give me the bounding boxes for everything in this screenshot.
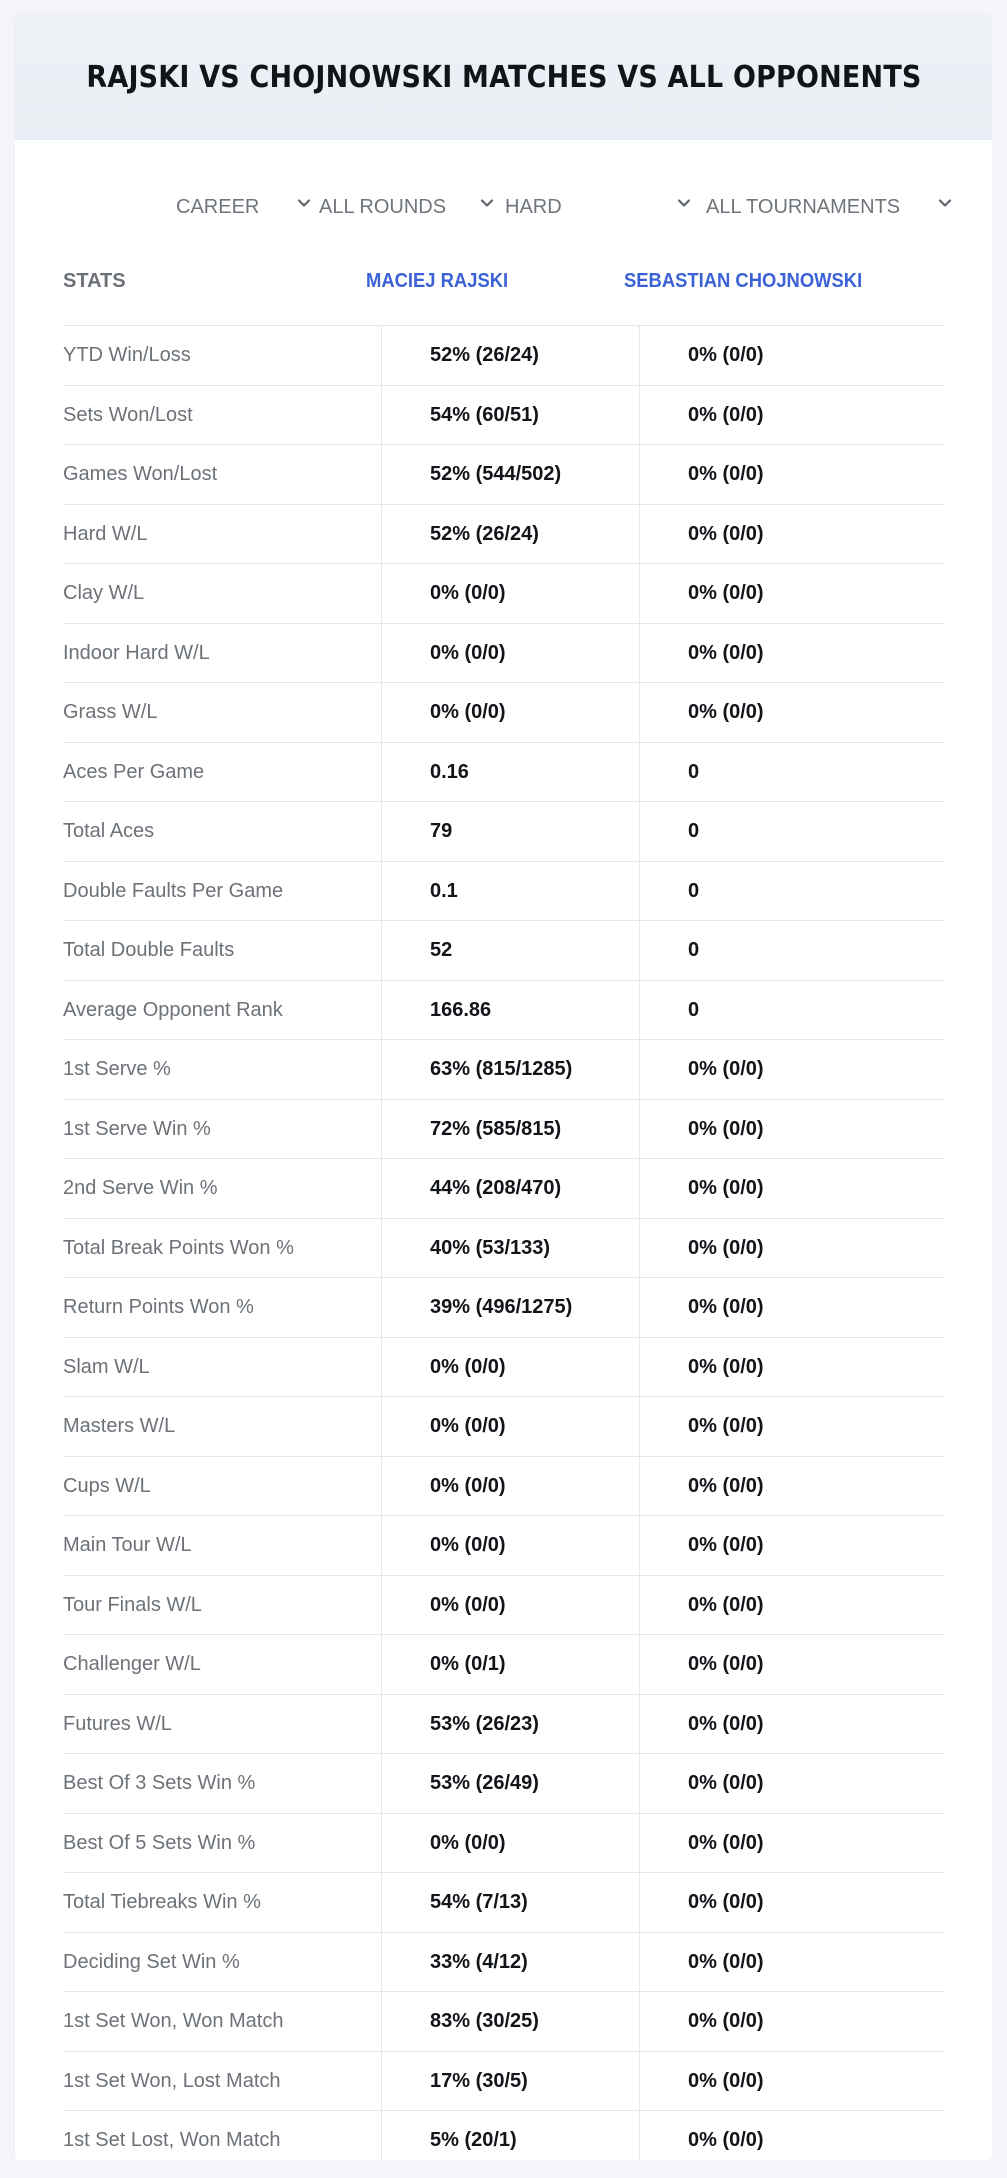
player1-value: 166.86 — [430, 998, 492, 1021]
player2-column-header[interactable]: SEBASTIAN CHOJNOWSKI — [624, 270, 863, 292]
page-header — [15, 15, 992, 140]
tournaments-select-value: ALL TOURNAMENTS — [706, 195, 901, 218]
player1-value: 0% (0/0) — [430, 701, 506, 723]
rounds-select[interactable] — [319, 185, 501, 229]
table-row — [63, 1338, 944, 1398]
stat-label: Grass W/L — [63, 701, 158, 723]
table-row — [63, 1576, 944, 1636]
player1-value: 0% (0/0) — [430, 1831, 506, 1854]
player2-value: 0% (0/0) — [688, 2129, 764, 2151]
table-row — [63, 2052, 944, 2112]
period-select-value: CAREER — [176, 195, 260, 218]
player2-value: 0% (0/0) — [688, 1415, 764, 1437]
stat-label: Deciding Set Win % — [63, 1950, 240, 1973]
table-row — [63, 386, 944, 446]
player2-value: 0% (0/0) — [688, 1058, 764, 1080]
player1-value: 39% (496/1275) — [430, 1296, 573, 1318]
table-row — [63, 683, 944, 743]
player1-value: 0.16 — [430, 760, 469, 783]
surface-select-value: HARD — [505, 195, 562, 218]
stat-label: 1st Serve % — [63, 1058, 171, 1080]
stat-label: 1st Set Lost, Won Match — [63, 2129, 281, 2151]
stat-label: Masters W/L — [63, 1415, 176, 1437]
stat-label: YTD Win/Loss — [63, 344, 191, 366]
stat-label: Total Break Points Won % — [63, 1236, 294, 1259]
player1-value: 0% (0/1) — [430, 1653, 506, 1675]
player1-value: 52% (26/24) — [430, 344, 539, 366]
chevron-down-icon — [479, 195, 495, 211]
player2-value: 0% (0/0) — [688, 1474, 764, 1497]
table-row — [63, 743, 944, 803]
stat-label: Best Of 5 Sets Win % — [63, 1831, 256, 1854]
surface-select[interactable] — [505, 185, 705, 229]
player1-value: 44% (208/470) — [430, 1177, 562, 1199]
stat-label: Hard W/L — [63, 522, 148, 545]
player2-value: 0% (0/0) — [688, 1831, 764, 1854]
player2-value: 0 — [688, 939, 700, 961]
stat-label: Tour Finals W/L — [63, 1593, 202, 1616]
stat-label: Aces Per Game — [63, 760, 205, 783]
player2-value: 0% (0/0) — [688, 522, 764, 545]
table-row — [63, 1814, 944, 1874]
player1-value: 33% (4/12) — [430, 1950, 528, 1973]
player2-value: 0% (0/0) — [688, 1534, 764, 1556]
table-row — [63, 1992, 944, 2052]
table-row — [63, 862, 944, 922]
player2-value: 0% (0/0) — [688, 1653, 764, 1675]
player2-value: 0% (0/0) — [688, 1891, 764, 1913]
table-row — [63, 1516, 944, 1576]
table-row — [63, 1457, 944, 1517]
page-title: RAJSKI VS CHOJNOWSKI MATCHES VS ALL OPPONENTS — [85, 60, 922, 95]
player2-value: 0% (0/0) — [688, 463, 764, 485]
player1-value: 54% (60/51) — [430, 403, 539, 426]
stat-label: 1st Set Won, Won Match — [63, 2010, 284, 2032]
table-row — [63, 1100, 944, 1160]
stat-label: Average Opponent Rank — [63, 998, 283, 1021]
stat-label: Slam W/L — [63, 1355, 150, 1378]
chevron-down-icon — [676, 195, 692, 211]
stat-label: 1st Set Won, Lost Match — [63, 2069, 281, 2092]
table-row — [63, 326, 944, 386]
player2-value: 0 — [688, 820, 700, 842]
table-row — [63, 1754, 944, 1814]
stats-table — [63, 240, 944, 2160]
table-header — [63, 240, 944, 326]
player1-value: 79 — [430, 820, 453, 842]
table-row — [63, 1635, 944, 1695]
table-row — [63, 564, 944, 624]
player1-value: 0% (0/0) — [430, 1415, 506, 1437]
player1-value: 0% (0/0) — [430, 1355, 506, 1378]
player1-value: 72% (585/815) — [430, 1117, 562, 1140]
table-row — [63, 1278, 944, 1338]
table-row — [63, 1159, 944, 1219]
table-row — [63, 2111, 944, 2160]
period-select[interactable] — [176, 185, 312, 229]
player2-value: 0% (0/0) — [688, 1593, 764, 1616]
stat-label: Challenger W/L — [63, 1653, 201, 1675]
stat-label: 1st Serve Win % — [63, 1117, 211, 1140]
chevron-down-icon — [937, 195, 953, 211]
stat-label: Futures W/L — [63, 1712, 172, 1735]
player1-value: 0% (0/0) — [430, 1474, 506, 1497]
player2-value: 0% (0/0) — [688, 701, 764, 723]
player1-value: 0% (0/0) — [430, 1534, 506, 1556]
player2-value: 0% (0/0) — [688, 1296, 764, 1318]
stat-label: Sets Won/Lost — [63, 403, 193, 426]
player1-value: 40% (53/133) — [430, 1236, 551, 1259]
stat-label: Main Tour W/L — [63, 1534, 192, 1556]
player2-value: 0% (0/0) — [688, 403, 764, 426]
player2-value: 0% (0/0) — [688, 1712, 764, 1735]
player2-value: 0% (0/0) — [688, 1236, 764, 1259]
table-row — [63, 981, 944, 1041]
table-row — [63, 1219, 944, 1279]
player1-value: 52 — [430, 939, 453, 961]
rounds-select-value: ALL ROUNDS — [319, 195, 447, 218]
player2-value: 0% (0/0) — [688, 1772, 764, 1794]
chevron-down-icon — [296, 195, 312, 211]
tournaments-select[interactable] — [706, 185, 960, 229]
stat-label: Cups W/L — [63, 1474, 151, 1497]
table-row — [63, 505, 944, 565]
filter-bar — [15, 185, 992, 229]
player1-value: 54% (7/13) — [430, 1891, 528, 1913]
player1-value: 0% (0/0) — [430, 1593, 506, 1616]
stat-label: Games Won/Lost — [63, 463, 218, 485]
table-row — [63, 1397, 944, 1457]
player2-value: 0% (0/0) — [688, 344, 764, 366]
player1-value: 0.1 — [430, 879, 458, 902]
table-row — [63, 1933, 944, 1993]
player1-column-header[interactable]: MACIEJ RAJSKI — [366, 270, 509, 292]
player2-value: 0% (0/0) — [688, 582, 764, 604]
stat-label: 2nd Serve Win % — [63, 1177, 218, 1199]
table-body — [63, 326, 944, 2160]
player2-value: 0% (0/0) — [688, 1177, 764, 1199]
player1-value: 0% (0/0) — [430, 582, 506, 604]
stats-column-header: STATS — [63, 270, 126, 292]
player1-value: 0% (0/0) — [430, 641, 506, 664]
stats-card — [15, 15, 992, 2160]
table-row — [63, 1695, 944, 1755]
stat-label: Return Points Won % — [63, 1296, 254, 1318]
player1-value: 52% (544/502) — [430, 463, 562, 485]
player1-value: 17% (30/5) — [430, 2069, 528, 2092]
table-row — [63, 802, 944, 862]
stat-label: Indoor Hard W/L — [63, 641, 210, 664]
table-row — [63, 1040, 944, 1100]
player2-value: 0% (0/0) — [688, 2010, 764, 2032]
player2-value: 0% (0/0) — [688, 641, 764, 664]
table-row — [63, 921, 944, 981]
stat-label: Total Double Faults — [63, 939, 235, 961]
stat-label: Best Of 3 Sets Win % — [63, 1772, 256, 1794]
player2-value: 0% (0/0) — [688, 1950, 764, 1973]
player1-value: 83% (30/25) — [430, 2010, 539, 2032]
player1-value: 63% (815/1285) — [430, 1058, 573, 1080]
player2-value: 0% (0/0) — [688, 1117, 764, 1140]
table-row — [63, 445, 944, 505]
stat-label: Double Faults Per Game — [63, 879, 284, 902]
player1-value: 5% (20/1) — [430, 2129, 517, 2151]
player2-value: 0 — [688, 760, 700, 783]
player1-value: 53% (26/49) — [430, 1772, 539, 1794]
player1-value: 53% (26/23) — [430, 1712, 539, 1735]
stat-label: Total Aces — [63, 820, 155, 842]
stat-label: Clay W/L — [63, 582, 145, 604]
table-row — [63, 1873, 944, 1933]
player2-value: 0% (0/0) — [688, 1355, 764, 1378]
player2-value: 0 — [688, 879, 700, 902]
stat-label: Total Tiebreaks Win % — [63, 1891, 261, 1913]
table-row — [63, 624, 944, 684]
player2-value: 0% (0/0) — [688, 2069, 764, 2092]
player1-value: 52% (26/24) — [430, 522, 539, 545]
player2-value: 0 — [688, 998, 700, 1021]
